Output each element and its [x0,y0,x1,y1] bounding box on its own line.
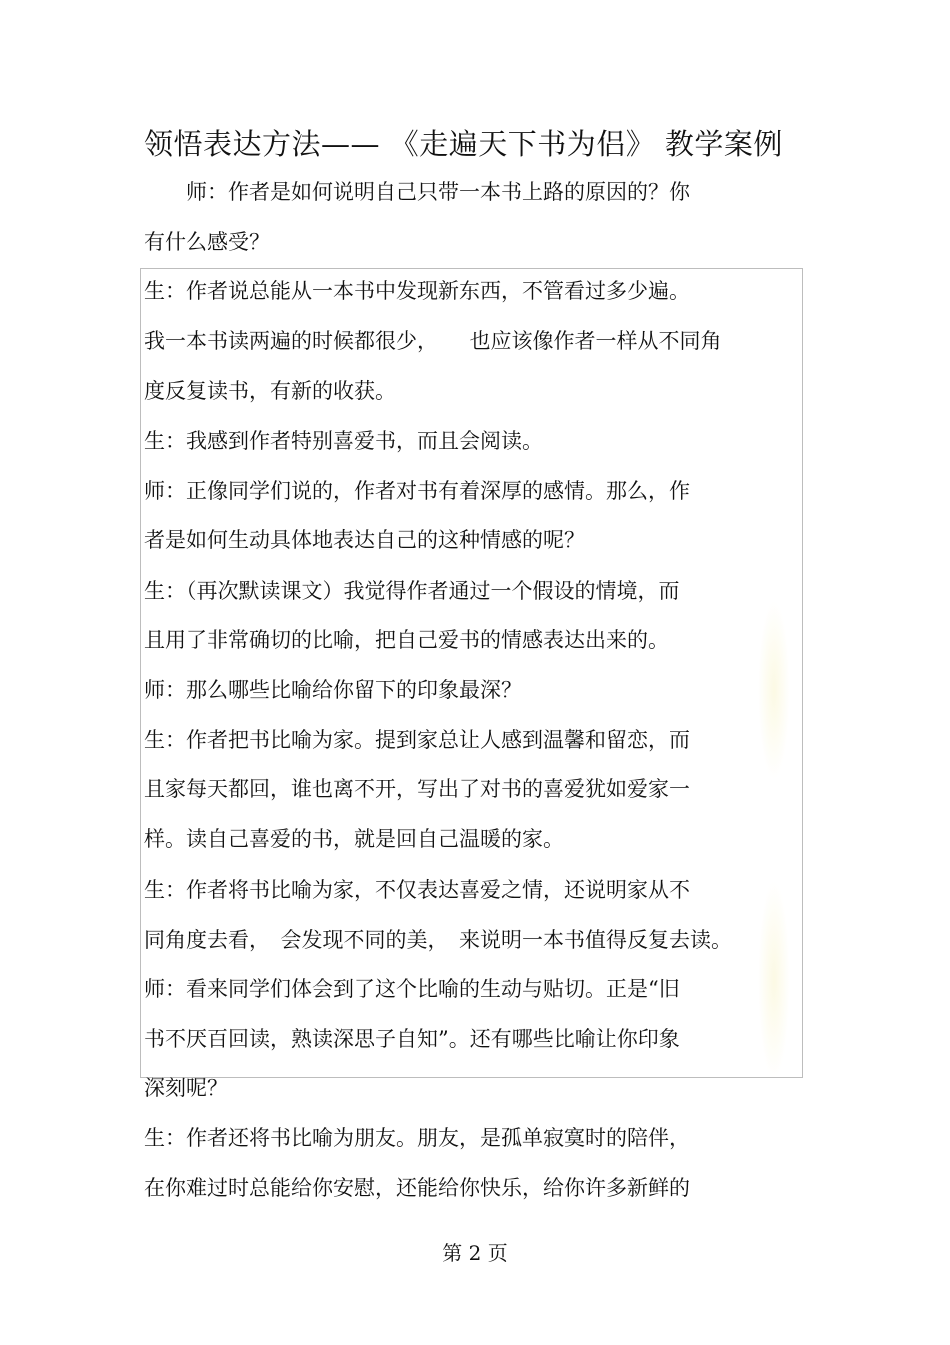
text-line: 度反复读书，有新的收获。 [144,379,396,403]
text-line: 在你难过时总能给你安慰，还能给你快乐，给你许多新鲜的 [144,1176,690,1200]
text-line: 师：看来同学们体会到了这个比喻的生动与贴切。正是“旧 [144,977,680,1001]
text-line: 生：作者将书比喻为家，不仅表达喜爱之情，还说明家从不 [144,878,690,902]
text-line: 有什么感受？ [144,230,270,254]
text-line: 深刻呢？ [144,1076,228,1100]
text-line: 书不厌百回读，熟读深思子自知”。还有哪些比喻让你印象 [144,1027,680,1051]
text-line: 我一本书读两遍的时候都很少， 也应该像作者一样从不同角 [144,329,722,353]
text-line: 同角度去看， 会发现不同的美， 来说明一本书值得反复去读。 [144,928,732,952]
paper-stain [758,880,790,1080]
text-line: 生：（再次默读课文）我觉得作者通过一个假设的情境，而 [144,579,680,603]
text-line: 生：我感到作者特别喜爱书，而且会阅读。 [144,429,543,453]
document-title: 领悟表达方法—— 《走遍天下书为侣》 教学案例 [144,127,783,161]
text-line: 样。读自己喜爱的书，就是回自己温暖的家。 [144,827,564,851]
page-number: 第 2 页 [442,1241,508,1265]
text-line: 且用了非常确切的比喻，把自己爱书的情感表达出来的。 [144,628,669,652]
text-line: 生：作者说总能从一本书中发现新东西，不管看过多少遍。 [144,279,690,303]
text-line: 师：那么哪些比喻给你留下的印象最深？ [144,678,522,702]
text-line: 师：作者是如何说明自己只带一本书上路的原因的？你 [144,180,690,204]
text-line: 生：作者把书比喻为家。提到家总让人感到温馨和留恋，而 [144,728,690,752]
text-line: 且家每天都回，谁也离不开，写出了对书的喜爱犹如爱家一 [144,777,690,801]
text-line: 者是如何生动具体地表达自己的这种情感的呢？ [144,528,585,552]
text-line: 师：正像同学们说的，作者对书有着深厚的感情。那么，作 [144,479,690,503]
paper-stain [758,600,790,780]
text-line: 生：作者还将书比喻为朋友。朋友，是孤单寂寞时的陪伴， [144,1126,690,1150]
